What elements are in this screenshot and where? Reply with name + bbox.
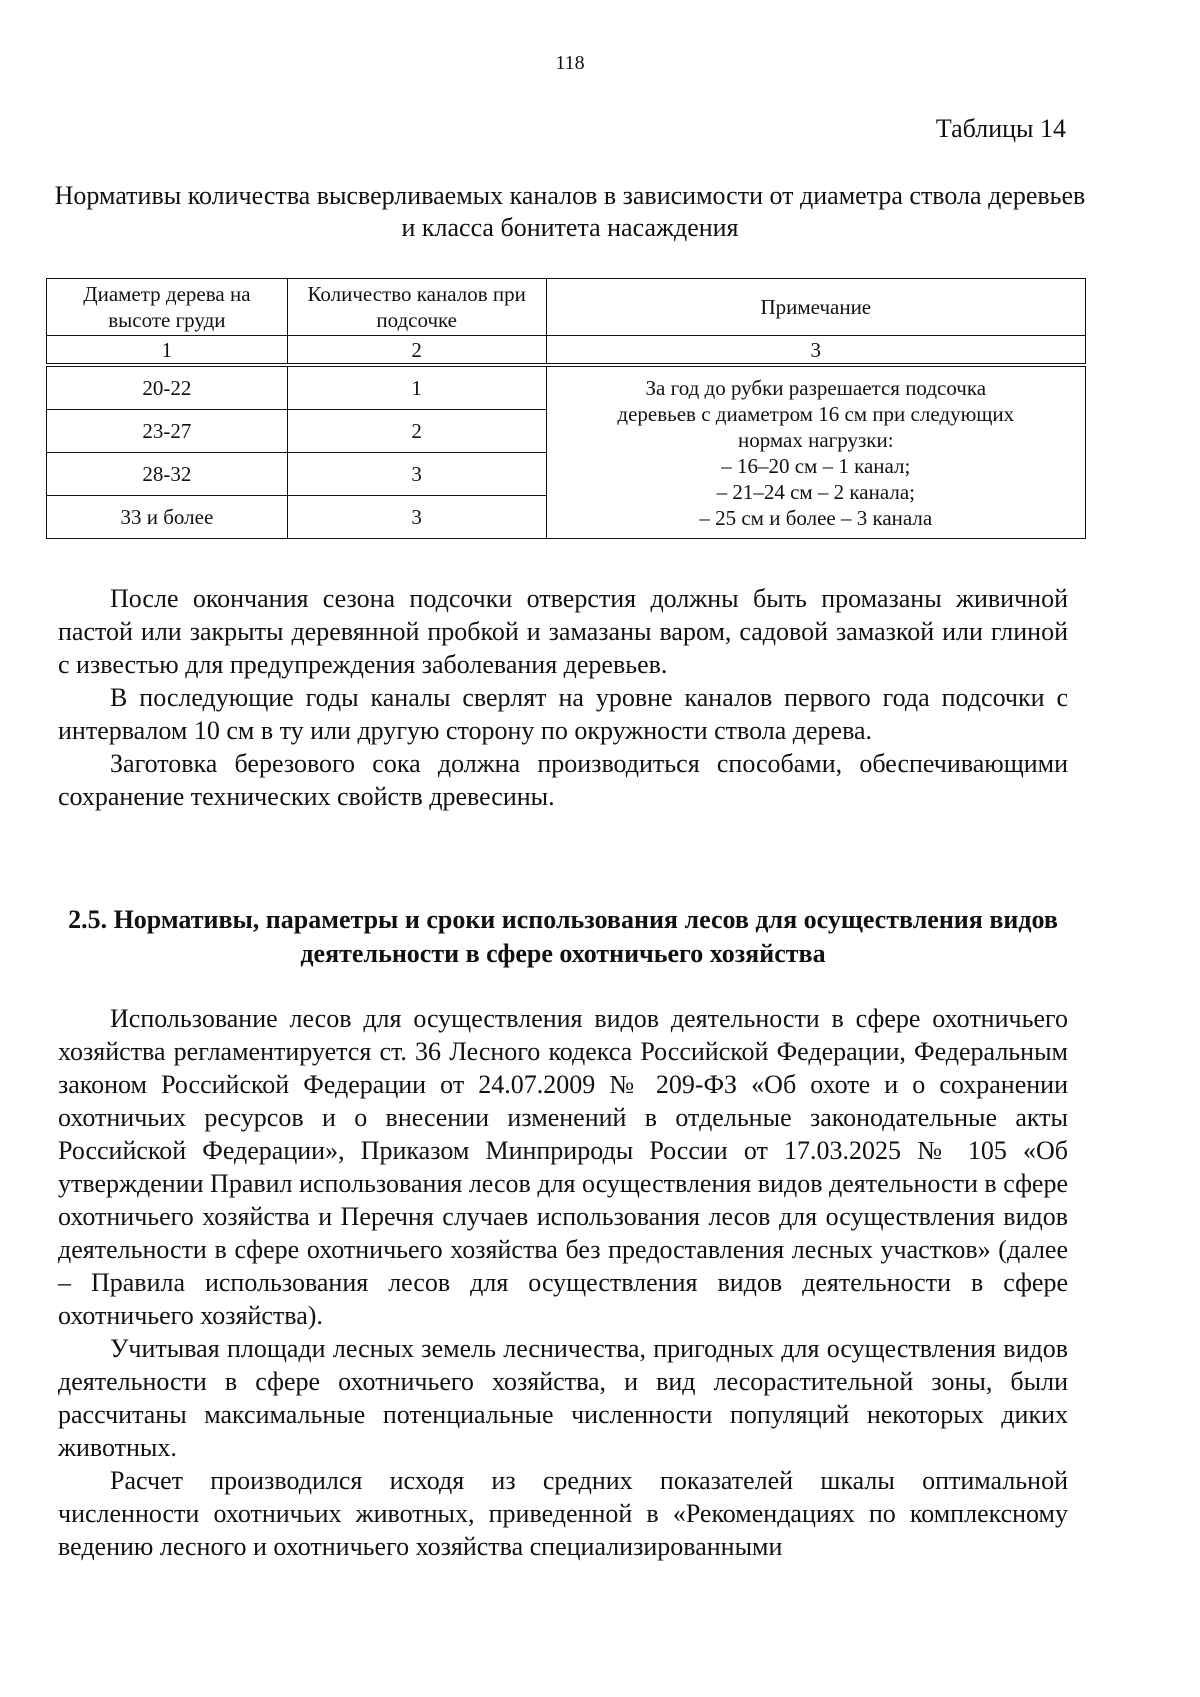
note-line: – 21–24 см – 2 канала; — [716, 479, 916, 504]
table-label: Таблицы 14 — [935, 114, 1066, 143]
header-note: Примечание — [546, 279, 1085, 336]
column-number: 2 — [287, 336, 546, 366]
channels-cell: 3 — [287, 453, 546, 496]
table-header-row — [47, 279, 1086, 336]
column-numbers-row — [47, 336, 1086, 366]
note-line: За год до рубки разрешается подсочка — [645, 375, 987, 400]
paragraph: Заготовка березового сока должна производиться способами, обеспечивающими сохранение технических свойств древесины. — [58, 749, 1068, 811]
section-heading: 2.5. Нормативы, параметры и сроки использования лесов для осуществления видов деятельности в сфере охотничьего хозяйства — [68, 905, 1058, 968]
diameter-cell: 33 и более — [47, 496, 288, 539]
note-line: – 16–20 см – 1 канал; — [721, 453, 911, 478]
table-row — [47, 365, 1086, 410]
body-text-bottom — [58, 1002, 1068, 1563]
body-text-top — [58, 582, 1068, 813]
note-line: деревьев с диаметром 16 см при следующих — [617, 401, 1015, 426]
header-diameter: Диаметр дерева на высоте груди — [47, 279, 288, 336]
paragraph: В последующие годы каналы сверлят на уровне каналов первого года подсочки с интервалом 10 см в ту или другую сторону по окружности ствола дерева. — [58, 683, 1068, 745]
paragraph: Учитывая площади лесных земель лесничества, пригодных для осуществления видов деятельности в сфере охотничьего хозяйства, и вид лесорастительной зоны, были рассчитаны максимальные потенциальные численности популяций некоторых диких животных. — [58, 1334, 1068, 1462]
note-line: – 25 см и более – 3 канала — [699, 505, 933, 530]
diameter-cell: 28-32 — [47, 453, 288, 496]
note-line: нормах нагрузки: — [737, 427, 894, 452]
paragraph: Расчет производился исходя из средних показателей шкалы оптимальной численности охотничьих животных, приведенной в «Рекомендациях по комплексному ведению лесного и охотничьего хозяйства специализированными — [58, 1466, 1068, 1561]
note-cell — [546, 365, 1085, 539]
channels-cell: 3 — [287, 496, 546, 539]
norms-table — [46, 278, 1086, 539]
paragraph: После окончания сезона подсочки отверстия должны быть промазаны живичной пастой или закрыты деревянной пробкой и замазаны варом, садовой замазкой или глиной с известью для предупреждения заболевания деревьев. — [58, 584, 1068, 679]
channels-cell: 2 — [287, 410, 546, 453]
column-number: 3 — [546, 336, 1085, 366]
diameter-cell: 20-22 — [47, 365, 288, 410]
column-number: 1 — [47, 336, 288, 366]
channels-cell: 1 — [287, 365, 546, 410]
paragraph: Использование лесов для осуществления видов деятельности в сфере охотничьего хозяйства регламентируется ст. 36 Лесного кодекса Российской Федерации, Федеральным законом Российской Федерации от 24.07.2009 № 209-ФЗ «Об охоте и о сохранении охотничьих ресурсов и о внесении изменений в отдельные законодательные акты Российской Федерации», Приказом Минприроды России от 17.03.2025 № 105 «Об утверждении Правил использования лесов для осуществления видов деятельности в сфере охотничьего хозяйства и Перечня случаев использования лесов для осуществления видов деятельности в сфере охотничьего хозяйства без предоставления лесных участков» (далее – Правила использования лесов для осуществления видов деятельности в сфере охотничьего хозяйства). — [58, 1004, 1068, 1330]
header-channels: Количество каналов при подсочке — [287, 279, 546, 336]
diameter-cell: 23-27 — [47, 410, 288, 453]
page-number: 118 — [555, 52, 585, 74]
table-title: Нормативы количества высверливаемых каналов в зависимости от диаметра ствола деревьев и класса бонитета насаждения — [54, 181, 1086, 242]
